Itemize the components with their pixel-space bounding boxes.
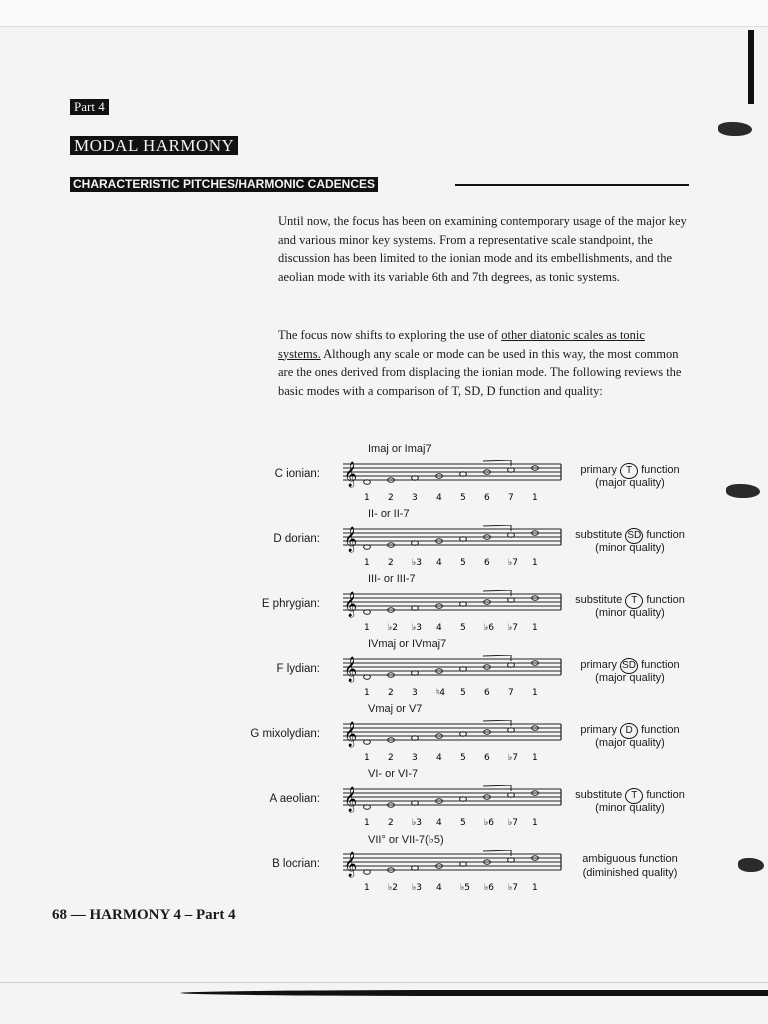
- page-footer: 68 — HARMONY 4 – Part 4: [52, 907, 236, 923]
- scale-degree: 2: [388, 818, 394, 828]
- function-suffix: function: [639, 853, 678, 865]
- focus-underlined-text: other diatonic scales as tonic systems.: [278, 328, 645, 361]
- scale-degree: 4: [436, 493, 442, 503]
- scale-degree: 5: [460, 623, 466, 633]
- mode-name: F lydian:: [276, 663, 320, 675]
- scale-degree: ♭7: [508, 623, 518, 633]
- scale-degree: ♭7: [508, 818, 518, 828]
- scale-degree: ♭3: [412, 623, 422, 633]
- scale-degree: 1: [532, 753, 538, 763]
- function-role: substitute: [575, 529, 626, 541]
- function-role: substitute: [575, 594, 626, 606]
- scale-degree: ♭6: [484, 883, 494, 893]
- scale-degree: ♭6: [484, 818, 494, 828]
- chord-label: VI- or VI-7: [368, 768, 419, 780]
- scale-degree: 6: [484, 688, 490, 698]
- scale-degree: ♭7: [508, 753, 518, 763]
- mode-row: [0, 573, 768, 633]
- scale-degree: ♭7: [508, 558, 518, 568]
- mode-name: D dorian:: [273, 533, 320, 545]
- scale-staff: [343, 590, 565, 634]
- function-label: [560, 853, 700, 865]
- scale-degree: 1: [364, 753, 370, 763]
- quality-label: (diminished quality): [582, 867, 678, 879]
- scale-degree: 1: [532, 623, 538, 633]
- scale-degree: ♭6: [484, 623, 494, 633]
- mode-row: [0, 443, 768, 503]
- scale-degree: 1: [364, 558, 370, 568]
- scale-degree: 5: [460, 818, 466, 828]
- scale-degree: ♭2: [388, 623, 398, 633]
- treble-clef-icon: 𝄞: [344, 657, 358, 682]
- chord-label: Vmaj or V7: [368, 703, 423, 715]
- scale-degree: 1: [532, 493, 538, 503]
- scale-degree: 2: [388, 753, 394, 763]
- scale-degree: 7: [508, 493, 514, 503]
- quality-label: (major quality): [595, 737, 665, 749]
- scale-degree: 4: [436, 558, 442, 568]
- scale-degree: ♭3: [412, 883, 422, 893]
- function-role: primary: [580, 724, 621, 736]
- chord-label: VII° or VII-7(♭5): [368, 834, 444, 846]
- scale-degree: 2: [388, 688, 394, 698]
- scale-degree: 1: [532, 688, 538, 698]
- function-suffix: function: [643, 594, 685, 606]
- scale-degree: 5: [460, 753, 466, 763]
- treble-clef-icon: 𝄞: [344, 722, 358, 747]
- scale-degree: 1: [364, 818, 370, 828]
- mode-name: E phrygian:: [261, 598, 320, 610]
- page-bottom-edge: [0, 982, 768, 983]
- function-circle: SD: [625, 528, 643, 544]
- mode-row: [0, 638, 768, 698]
- function-suffix: function: [638, 659, 680, 671]
- scale-degree: 5: [460, 688, 466, 698]
- focus-text-b: Although any scale or mode can be used in this way, the most common are the ones derived from displacing the ionian mode. The following reviews the basic modes with a comparison of T, SD, D function and quality:: [278, 346, 682, 398]
- scale-degree: ♭7: [508, 883, 518, 893]
- focus-text-a: The focus now shifts to exploring the use of: [278, 328, 502, 342]
- scale-degree: 2: [388, 493, 394, 503]
- scale-degree: ♮4: [436, 688, 445, 698]
- function-role: primary: [580, 659, 621, 671]
- scale-degree: 1: [364, 493, 370, 503]
- scale-degree: 3: [412, 493, 418, 503]
- mode-name: G mixolydian:: [250, 728, 320, 740]
- chord-label: III- or III-7: [368, 573, 416, 585]
- scale-degree: 1: [532, 883, 538, 893]
- scale-degree: 6: [484, 493, 490, 503]
- treble-clef-icon: 𝄞: [344, 852, 358, 877]
- mode-row: [0, 768, 768, 828]
- half-step-bracket: [483, 720, 511, 726]
- part-badge: Part 4: [70, 99, 109, 115]
- mode-name: C ionian:: [274, 468, 320, 480]
- scale-staff: [343, 655, 565, 699]
- quality-label: (minor quality): [595, 802, 665, 814]
- half-step-bracket: [483, 850, 511, 856]
- binder-ring-mark: [718, 122, 752, 136]
- mode-name: A aeolian:: [269, 793, 320, 805]
- function-circle: T: [625, 593, 643, 609]
- half-step-bracket: [483, 655, 511, 661]
- scale-degree: 2: [388, 558, 394, 568]
- chord-label: Imaj or Imaj7: [368, 443, 432, 455]
- mode-row: [0, 833, 768, 893]
- scale-degree: ♭5: [460, 883, 470, 893]
- half-step-bracket: [483, 460, 511, 466]
- intro-paragraph: Until now, the focus has been on examining contemporary usage of the major key and various minor key systems. From a representative scale standpoint, the discussion has been limited to the ionian mode and its embellishments, and the aeolian mode with its variable 6th and 7th degrees, as tonic systems.: [278, 214, 687, 284]
- function-suffix: function: [638, 464, 680, 476]
- scale-degree: 4: [436, 753, 442, 763]
- treble-clef-icon: 𝄞: [344, 787, 358, 812]
- scale-degree: ♭2: [388, 883, 398, 893]
- treble-clef-icon: 𝄞: [344, 527, 358, 552]
- scale-degree: 5: [460, 493, 466, 503]
- scale-staff: [343, 720, 565, 764]
- scale-degree: ♭3: [412, 818, 422, 828]
- scale-degree: ♭3: [412, 558, 422, 568]
- mode-row: [0, 508, 768, 568]
- scale-degree: 4: [436, 818, 442, 828]
- scale-staff: [343, 460, 565, 504]
- scale-staff: [343, 785, 565, 829]
- scale-degree: 6: [484, 753, 490, 763]
- scale-degree: 5: [460, 558, 466, 568]
- quality-label: (major quality): [595, 477, 665, 489]
- scale-staff: [343, 850, 565, 894]
- scale-degree: 1: [532, 558, 538, 568]
- mode-row: [0, 703, 768, 763]
- function-suffix: function: [638, 724, 680, 736]
- half-step-bracket: [483, 590, 511, 596]
- half-step-bracket: [483, 525, 511, 531]
- treble-clef-icon: 𝄞: [344, 592, 358, 617]
- function-circle: T: [625, 788, 643, 804]
- binder-clip: [748, 30, 754, 104]
- page-bottom-shadow: [180, 990, 768, 996]
- quality-label: (major quality): [595, 672, 665, 684]
- scale-degree: 3: [412, 688, 418, 698]
- subsection-title: CHARACTERISTIC PITCHES/HARMONIC CADENCES: [70, 177, 378, 192]
- scale-degree: 3: [412, 753, 418, 763]
- page-top-edge: [0, 0, 768, 27]
- scale-degree: 4: [436, 883, 442, 893]
- scale-degree: 7: [508, 688, 514, 698]
- scale-degree: 1: [532, 818, 538, 828]
- function-circle: D: [620, 723, 638, 739]
- section-title: MODAL HARMONY: [70, 136, 238, 155]
- function-role: primary: [580, 464, 621, 476]
- half-step-bracket: [483, 785, 511, 791]
- function-role: ambiguous: [582, 853, 640, 865]
- subsection-rule: [455, 184, 689, 186]
- scale-degree: 1: [364, 623, 370, 633]
- treble-clef-icon: 𝄞: [344, 462, 358, 487]
- function-circle: SD: [620, 658, 638, 674]
- chord-label: II- or II-7: [368, 508, 410, 520]
- function-suffix: function: [643, 789, 685, 801]
- quality-label: (minor quality): [595, 542, 665, 554]
- scale-degree: 1: [364, 688, 370, 698]
- quality-label: (minor quality): [595, 607, 665, 619]
- scale-staff: [343, 525, 565, 569]
- function-role: substitute: [575, 789, 626, 801]
- scale-degree: 6: [484, 558, 490, 568]
- function-suffix: function: [643, 529, 685, 541]
- chord-label: IVmaj or IVmaj7: [368, 638, 447, 650]
- function-circle: T: [620, 463, 638, 479]
- focus-paragraph: [278, 326, 688, 400]
- mode-name: B locrian:: [272, 858, 320, 870]
- scale-degree: 4: [436, 623, 442, 633]
- scale-degree: 1: [364, 883, 370, 893]
